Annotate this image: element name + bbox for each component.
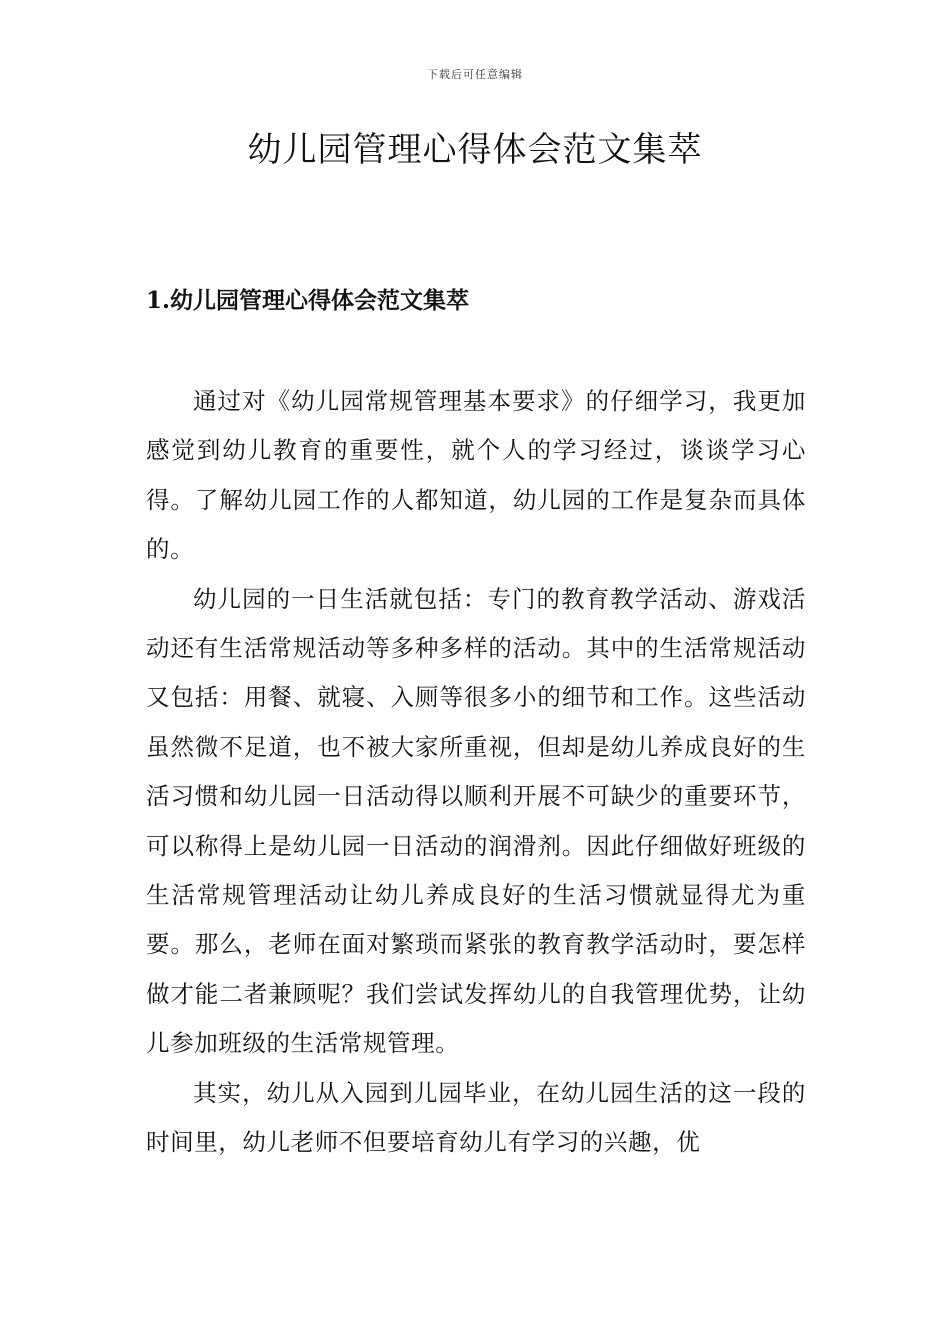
paragraph: 其实，幼儿从入园到儿园毕业，在幼儿园生活的这一段的时间里，幼儿老师不但要培育幼儿有学习的兴趣，优	[146, 1078, 806, 1157]
body-text	[146, 377, 806, 1168]
page-header-note: 下载后可任意编辑	[427, 68, 523, 81]
paragraph: 通过对《幼儿园常规管理基本要求》的仔细学习，我更加感觉到幼儿教育的重要性，就个人的学习经过，谈谈学习心得。了解幼儿园工作的人都知道，幼儿园的工作是复杂而具体的。	[146, 387, 806, 564]
paragraph: 幼儿园的一日生活就包括：专门的教育教学活动、游戏活动还有生活常规活动等多种多样的活动。其中的生活常规活动又包括：用餐、就寝、入厕等很多小的细节和工作。这些活动虽然微不足道，也不被大家所重视，但却是幼儿养成良好的生活习惯和幼儿园一日活动得以顺利开展不可缺少的重要环节，可以称得上是幼儿园一日活动的润滑剂。因此仔细做好班级的生活常规管理活动让幼儿养成良好的生活习惯就显得尤为重要。那么，老师在面对繁琐而紧张的教育教学活动时，要怎样做才能二者兼顾呢？我们尝试发挥幼儿的自我管理优势，让幼儿参加班级的生活常规管理。	[146, 584, 806, 1058]
section-heading: 1.幼儿园管理心得体会范文集萃	[146, 287, 470, 314]
document-title: 幼儿园管理心得体会范文集萃	[247, 130, 703, 170]
